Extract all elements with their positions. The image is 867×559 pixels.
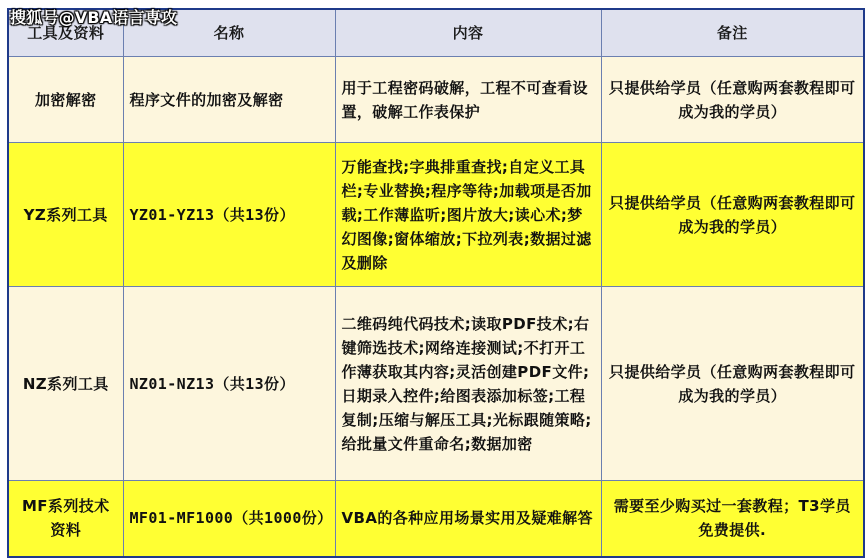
content-cell: VBA的各种应用场景实用及疑难解答	[335, 481, 601, 557]
note-cell: 需要至少购买过一套教程；T3学员免费提供.	[601, 481, 864, 557]
resource-table	[7, 8, 865, 558]
spreadsheet-area	[2, 2, 864, 556]
watermark-text: 搜狐号@VBA语言専攻	[10, 8, 178, 27]
table-row	[8, 481, 864, 557]
name-cell: YZ01-YZ13（共13份）	[123, 143, 335, 287]
name-cell: 程序文件的加密及解密	[123, 57, 335, 143]
name-cell: MF01-MF1000（共1000份）	[123, 481, 335, 557]
table-row	[8, 143, 864, 287]
note-cell: 只提供给学员（任意购两套教程即可成为我的学员）	[601, 287, 864, 481]
header-name: 名称	[123, 9, 335, 57]
category-cell: NZ系列工具	[8, 287, 123, 481]
table-row	[8, 287, 864, 481]
content-cell: 万能查找;字典排重查找;自定义工具栏;专业替换;程序等待;加载项是否加载;工作薄监听;图片放大;读心术;梦幻图像;窗体缩放;下拉列表;数据过滤及删除	[335, 143, 601, 287]
category-cell: MF系列技术资料	[8, 481, 123, 557]
content-cell: 用于工程密码破解，工程不可查看设置，破解工作表保护	[335, 57, 601, 143]
header-category: 工具及资料	[8, 9, 123, 57]
table-row	[8, 57, 864, 143]
category-cell: 加密解密	[8, 57, 123, 143]
header-note: 备注	[601, 9, 864, 57]
note-cell: 只提供给学员（任意购两套教程即可成为我的学员）	[601, 143, 864, 287]
category-cell: YZ系列工具	[8, 143, 123, 287]
header-content: 内容	[335, 9, 601, 57]
content-cell: 二维码纯代码技术;读取PDF技术;右键筛选技术;网络连接测试;不打开工作薄获取其内容;灵活创建PDF文件;日期录入控件;给图表添加标签;工程复制;压缩与解压工具;光标跟随策略;给批量文件重命名;数据加密	[335, 287, 601, 481]
note-cell: 只提供给学员（任意购两套教程即可成为我的学员）	[601, 57, 864, 143]
name-cell: NZ01-NZ13（共13份）	[123, 287, 335, 481]
